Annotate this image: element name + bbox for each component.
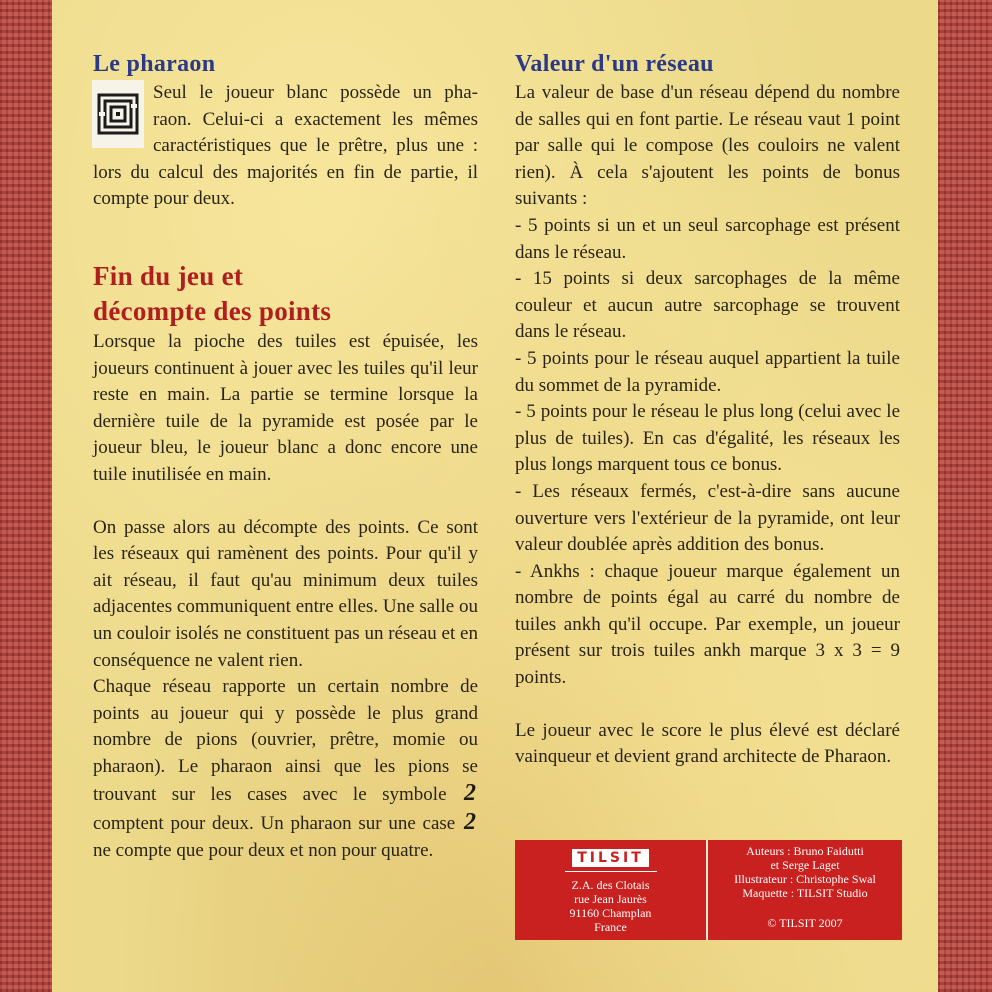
bonus-item: - 5 points pour le réseau le plus long (celui avec le plus de tuiles). En cas d'égalité, les réseaux les plus longs marquent tous ce bonus.	[515, 401, 900, 476]
publisher-address-block	[515, 840, 708, 940]
pharaoh-maze-icon	[92, 80, 144, 148]
fin-heading-line-2: décompte des points	[93, 295, 332, 326]
bonus-item: - 5 points si un et un seul sarcophage est présent dans le réseau.	[515, 214, 900, 263]
address-line: 91160 Champlan	[569, 906, 652, 920]
publisher-footer	[515, 840, 902, 940]
left-decorative-border	[0, 0, 52, 992]
right-decorative-border	[938, 0, 992, 992]
bonus-item: - Les réseaux fermés, c'est-à-dire sans aucune ouverture vers l'extérieur de la pyramide, ont leur valeur doublée après addition des bonus.	[515, 480, 900, 556]
copyright-line: © TILSIT 2007	[767, 916, 843, 930]
pharaon-line-2: raon. Celui-ci a exactement les mêmes	[153, 108, 478, 130]
double-value-symbol-icon: 2	[464, 780, 476, 807]
pharaon-paragraph-rest: lors du calcul des majorités en fin de partie, il compte pour deux.	[93, 161, 478, 210]
fin-paragraph-2: On passe alors au décompte des points. Ce sont les réseaux qui ramènent des points. Pour qu'il y ait réseau, il faut qu'au minimum deux tuiles adjacentes communiquent entre elles. Une salle ou un couloir isolés ne constituent pas un réseau et en conséquence ne valent rien.	[93, 516, 478, 671]
paragraph-3-part-b: comptent pour deux. Un pharaon sur une case	[93, 813, 456, 835]
left-column	[93, 48, 478, 864]
valeur-reseau-heading: Valeur d'un réseau	[515, 51, 714, 77]
credit-line: Maquette : TILSIT Studio	[742, 886, 868, 900]
fin-paragraph-3	[93, 674, 478, 864]
fin-paragraph-1: Lorsque la pioche des tuiles est épuisée, les joueurs continuent à jouer avec les tuiles qu'il leur reste en main. La partie se termine lorsque la dernière tuile de la pyramide est posée par le joueur bleu, le joueur blanc a donc encore une tuile inutilisée en main.	[93, 330, 478, 485]
pharaon-line-3: caractéristiques que le prêtre, plus une :	[153, 135, 478, 157]
credit-line: Auteurs : Bruno Faidutti	[746, 844, 864, 858]
paragraph-3-part-a: Chaque réseau rapporte un certain nombre de points au joueur qui y possède le plus grand nombre de pions (ouvrier, prêtre, momie ou pharaon). Le pharaon ainsi que les pions se trouvant sur les cases avec le symbole	[93, 676, 478, 806]
right-column	[515, 48, 900, 771]
double-value-symbol-icon: 2	[464, 809, 477, 836]
bonus-item: - 5 points pour le réseau auquel appartient la tuile du sommet de la pyramide.	[515, 347, 900, 396]
address-line: Z.A. des Clotais	[571, 878, 650, 892]
valeur-intro: La valeur de base d'un réseau dépend du nombre de salles qui en font partie. Le réseau vaut 1 point par salle qui le compose (les couloirs ne valent rien). À cela s'ajoutent les points de bonus suivants :	[515, 82, 900, 210]
address-line: France	[594, 920, 627, 934]
tilsit-logo: TILSIT	[572, 849, 649, 867]
conclusion-paragraph: Le joueur avec le score le plus élevé est déclaré vainqueur et devient grand architecte de Pharaon.	[515, 719, 900, 768]
fin-heading-line-1: Fin du jeu et	[93, 260, 244, 291]
address-line: rue Jean Jaurès	[574, 892, 647, 906]
credit-line: et Serge Laget	[770, 858, 840, 872]
logo-underline	[565, 871, 657, 872]
pharaon-heading: Le pharaon	[93, 51, 216, 77]
pharaon-line-1: Seul le joueur blanc possède un pha-	[153, 82, 478, 103]
credit-line: Illustrateur : Christophe Swal	[734, 872, 876, 886]
bonus-item: - 15 points si deux sarcophages de la même couleur et aucun autre sarcophage se trouvent dans le réseau.	[515, 268, 900, 343]
bonus-item: - Ankhs : chaque joueur marque également un nombre de points égal au carré du nombre de tuiles ankh qu'il occupe. Par exemple, un joueur présent sur trois tuiles ankh marque 3 x 3 = 9 points.	[515, 560, 900, 689]
paragraph-3-part-c: ne compte que pour deux et non pour quatre.	[93, 839, 434, 861]
pharaon-section	[93, 80, 478, 213]
credits-block	[708, 840, 902, 940]
